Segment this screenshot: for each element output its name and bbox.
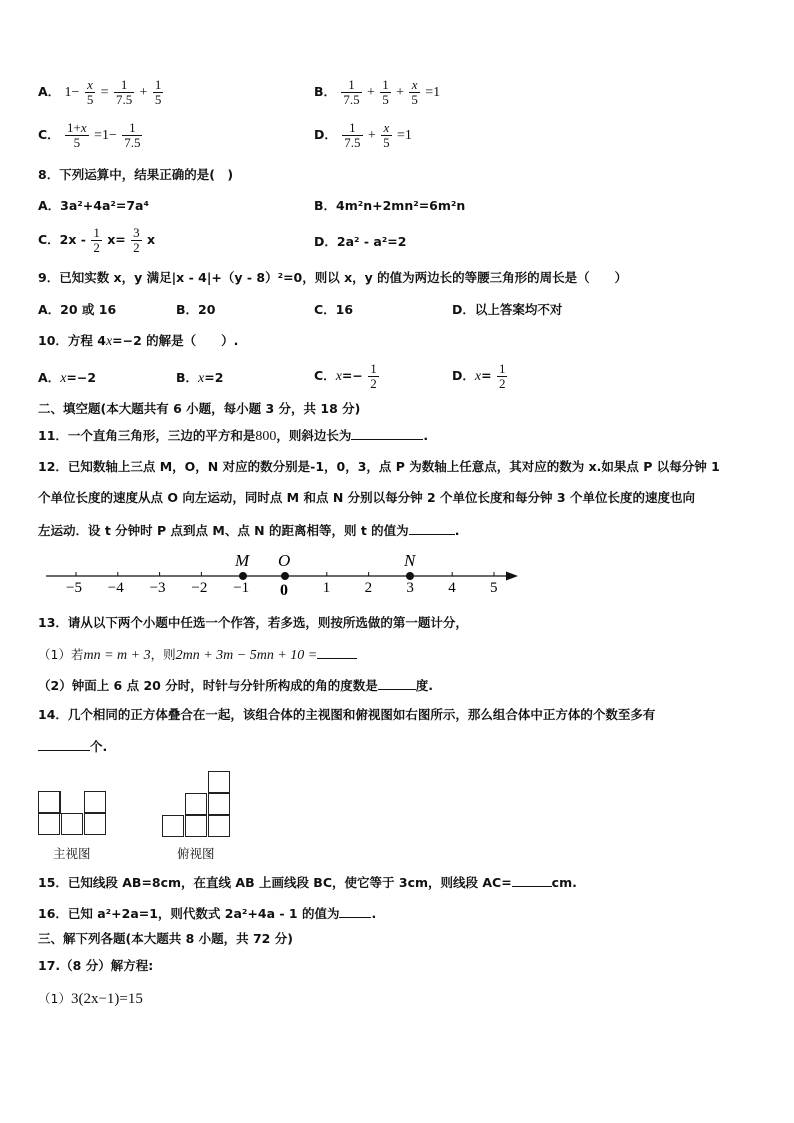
- q15: [38, 874, 577, 891]
- fraction: [341, 78, 361, 107]
- tick-label: −5: [66, 580, 82, 596]
- answer-blank: [38, 738, 90, 751]
- point-o-dot: [281, 572, 289, 580]
- tick-label: 2: [364, 580, 373, 596]
- option-label: D．: [452, 368, 475, 383]
- answer-blank: [339, 905, 371, 918]
- tick-label: 3: [406, 580, 414, 596]
- point-n-dot: [406, 572, 414, 580]
- q8-option-a: A．3a²+4a²=7a⁴: [38, 198, 149, 213]
- stem-text: 10．方程 4: [38, 333, 106, 348]
- question-text: 15．已知线段 AB=8cm，在直线 AB 上画线段 BC，使它等于 3cm，则线段 AC=: [38, 875, 512, 890]
- q7-option-b: [314, 78, 440, 107]
- top-view-caption: 俯视图: [177, 846, 215, 861]
- tick-label: 4: [448, 580, 456, 596]
- number-line: [38, 548, 528, 600]
- label-o: O: [278, 551, 291, 570]
- label-n: N: [404, 551, 416, 570]
- denominator: 7.5: [115, 92, 133, 107]
- denominator: 5: [154, 92, 162, 107]
- numerator: 1: [498, 361, 506, 376]
- q17-part-1: [38, 991, 143, 1007]
- math-text: −: [108, 128, 117, 143]
- front-view-cell: [61, 813, 83, 835]
- fraction: [380, 78, 391, 107]
- option-text: C．2x -: [38, 232, 91, 247]
- denominator: 7.5: [124, 135, 141, 150]
- math-expression: 3(2x−1)=15: [70, 991, 143, 1007]
- numerator: [65, 121, 89, 136]
- question-text: .: [454, 523, 460, 538]
- q7-option-a: [38, 78, 164, 107]
- q14-line-1: 14．几个相同的正方体叠合在一起，该组合体的主视图和俯视图如右图所示，那么组合体中正方体的个数至多有: [38, 707, 656, 722]
- numerator: x: [381, 121, 392, 136]
- option-text: x=: [107, 232, 126, 247]
- math-text: 1: [64, 85, 72, 100]
- math-var: x: [80, 120, 87, 135]
- q17-stem: 17.（8 分）解方程:: [38, 958, 154, 973]
- top-view-cell: [208, 793, 230, 815]
- denominator: 5: [383, 135, 390, 150]
- numerator: 1: [342, 121, 362, 136]
- denominator: 7.5: [343, 92, 360, 107]
- denominator: 2: [498, 376, 506, 391]
- option-label: B．: [176, 370, 199, 385]
- q8-stem: 8．下列运算中，结果正确的是( ): [38, 167, 234, 182]
- answer-blank: [409, 522, 455, 535]
- math-text: =: [100, 85, 109, 100]
- numerator: 3: [133, 225, 140, 240]
- q8-option-b: B．4m²n+2mn²=6m²n: [314, 198, 466, 213]
- numerator: 1: [154, 77, 162, 92]
- q8-option-d: D．2a² - a²=2: [314, 234, 407, 249]
- q14-line-2: [38, 738, 107, 755]
- q9-stem: 9．已知实数 x，y 满足|x - 4|+（y - 8）²=0，则以 x，y 的值为两边长的等腰三角形的周长是（ ）: [38, 270, 628, 285]
- option-label: C．: [38, 127, 60, 142]
- q16: [38, 905, 376, 922]
- front-view-diagram: [38, 791, 108, 837]
- fraction: [114, 78, 134, 107]
- front-view-cell: [38, 791, 60, 813]
- tick-label: −1: [233, 580, 250, 596]
- question-text: （2）钟面上 6 点 20 分时，时针与分针所构成的角的度数是: [38, 678, 378, 693]
- q12-line-1: 12．已知数轴上三点 M，O，N 对应的数分别是-1，0，3，点 P 为数轴上任意点，其对应的数为 x.如果点 P 以每分钟 1: [38, 459, 720, 474]
- fraction: [65, 121, 89, 150]
- q8-option-c: [38, 226, 155, 255]
- front-view-cell: [38, 813, 60, 835]
- option-text: =: [481, 368, 492, 383]
- denominator: 5: [411, 92, 418, 107]
- q7-option-d: [314, 121, 412, 150]
- math-var: x: [60, 371, 67, 386]
- option-text: =2: [204, 370, 224, 385]
- math-expression: 2mn + 3m − 5mn + 10 =: [175, 648, 318, 663]
- q12-line-2: 个单位长度的速度从点 O 向左运动，同时点 M 和点 N 分别以每分钟 2 个单位长度和每分钟 3 个单位长度的速度也向: [38, 490, 695, 505]
- numerator: 1: [114, 78, 134, 93]
- math-text: =1: [425, 85, 441, 100]
- option-text: =−: [341, 368, 363, 383]
- question-text: .: [371, 906, 377, 921]
- math-text: =1: [396, 128, 412, 143]
- denominator: 2: [133, 240, 140, 255]
- math-text: +: [396, 85, 405, 100]
- numerator: x: [409, 78, 420, 93]
- tick-label: −2: [191, 580, 208, 596]
- fraction: [131, 226, 142, 255]
- math-text: +: [139, 85, 148, 100]
- denominator: 5: [382, 92, 389, 107]
- question-text: .: [423, 428, 429, 443]
- option-label: A．: [38, 370, 61, 385]
- q9-option-b: B．20: [176, 302, 216, 317]
- top-view-cell: [185, 793, 207, 815]
- math-text: 1+: [67, 120, 81, 135]
- fraction: [381, 121, 392, 150]
- front-view-notch: [60, 791, 61, 814]
- top-view-cell: [208, 815, 230, 837]
- part-label: （1）若: [38, 647, 84, 662]
- fraction: [497, 362, 508, 391]
- top-view-diagram: [162, 771, 232, 837]
- math-text: +: [367, 128, 376, 143]
- q10-option-b: [176, 370, 223, 387]
- answer-blank: [512, 874, 552, 887]
- denominator: 5: [73, 135, 81, 150]
- fraction: [342, 121, 362, 150]
- question-text: ，则: [150, 647, 176, 662]
- question-text: ，则斜边长为: [276, 428, 352, 443]
- math-expression: mn = m + 3: [83, 648, 151, 663]
- q10-option-c: [314, 362, 380, 391]
- tick-label: 1: [322, 580, 331, 596]
- math-var: x: [198, 371, 205, 386]
- answer-blank: [351, 427, 423, 440]
- top-view-cell: [185, 815, 207, 837]
- option-label: B．: [314, 84, 337, 99]
- question-text: 16．已知 a²+2a=1，则代数式 2a²+4a - 1 的值为: [38, 906, 340, 921]
- tick-label: −4: [107, 580, 124, 596]
- denominator: 2: [370, 376, 377, 391]
- math-text: −: [71, 85, 80, 100]
- arrow-head: [506, 572, 518, 581]
- option-label: D．: [314, 127, 337, 142]
- fraction: [368, 362, 379, 391]
- q9-option-a: A．20 或 16: [38, 302, 117, 317]
- q7-option-c: [38, 121, 143, 150]
- option-text: =−2: [66, 370, 97, 385]
- math-var: x: [474, 369, 482, 384]
- option-label: C．: [314, 368, 336, 383]
- question-text: 左运动．设 t 分钟时 P 点到点 M、点 N 的距离相等，则 t 的值为: [38, 523, 409, 538]
- section-heading-solve: 三、解下列各题(本大题共 8 小题，共 72 分): [38, 931, 293, 946]
- label-zero: 0: [280, 582, 288, 599]
- math-text: =: [94, 128, 102, 143]
- q13-stem: 13．请从以下两个小题中任选一个作答，若多选，则按所选做的第一题计分，: [38, 615, 468, 630]
- tick-label: 5: [490, 580, 498, 596]
- math-text: +: [367, 85, 375, 100]
- point-m-dot: [239, 572, 247, 580]
- math-var: x: [335, 369, 342, 384]
- denominator: 7.5: [344, 135, 361, 150]
- numerator: 1: [341, 78, 361, 93]
- fraction: [122, 121, 142, 150]
- fraction: [91, 226, 102, 255]
- q9-option-d: D．以上答案均不对: [452, 302, 563, 317]
- q10-option-a: [38, 370, 96, 387]
- answer-blank: [378, 677, 416, 690]
- fraction: [85, 78, 96, 107]
- math-var: x: [105, 334, 113, 349]
- numerator: 1: [122, 121, 142, 136]
- denominator: 2: [93, 240, 100, 255]
- question-text: 11．一个直角三角形，三边的平方和是: [38, 428, 256, 443]
- q10-stem: [38, 333, 238, 350]
- denominator: 5: [86, 92, 94, 107]
- label-m: M: [235, 551, 250, 570]
- math-text: 800: [255, 429, 277, 444]
- numerator: 1: [382, 77, 389, 92]
- top-view-cell: [162, 815, 184, 837]
- q10-option-d: [452, 362, 508, 391]
- top-view-cell: [208, 771, 230, 793]
- fraction: [153, 78, 164, 107]
- question-text: 度.: [415, 678, 433, 693]
- question-text: cm.: [551, 875, 577, 890]
- part-label: （1）: [38, 991, 71, 1006]
- answer-blank: [317, 646, 357, 659]
- front-view-cell: [84, 791, 106, 813]
- q13-part-1: [38, 646, 357, 664]
- question-text: 个.: [90, 739, 108, 754]
- fraction: [409, 78, 420, 107]
- section-heading-fill-blank: 二、填空题(本大题共有 6 小题，每小题 3 分，共 18 分): [38, 401, 361, 416]
- option-text: x: [146, 232, 156, 247]
- front-view-cell: [84, 813, 106, 835]
- numerator: x: [85, 78, 96, 93]
- q12-line-3: [38, 522, 459, 539]
- q11: [38, 427, 428, 445]
- stem-text: =−2 的解是（ ）.: [112, 333, 239, 348]
- front-view-caption: 主视图: [53, 846, 91, 861]
- math-text: 1: [101, 128, 109, 143]
- tick-label: −3: [149, 580, 166, 596]
- numerator: 1: [93, 225, 100, 240]
- option-label: A．: [38, 84, 61, 99]
- numerator: 1: [370, 361, 377, 376]
- q13-part-2: [38, 677, 433, 694]
- q9-option-c: C．16: [314, 302, 354, 317]
